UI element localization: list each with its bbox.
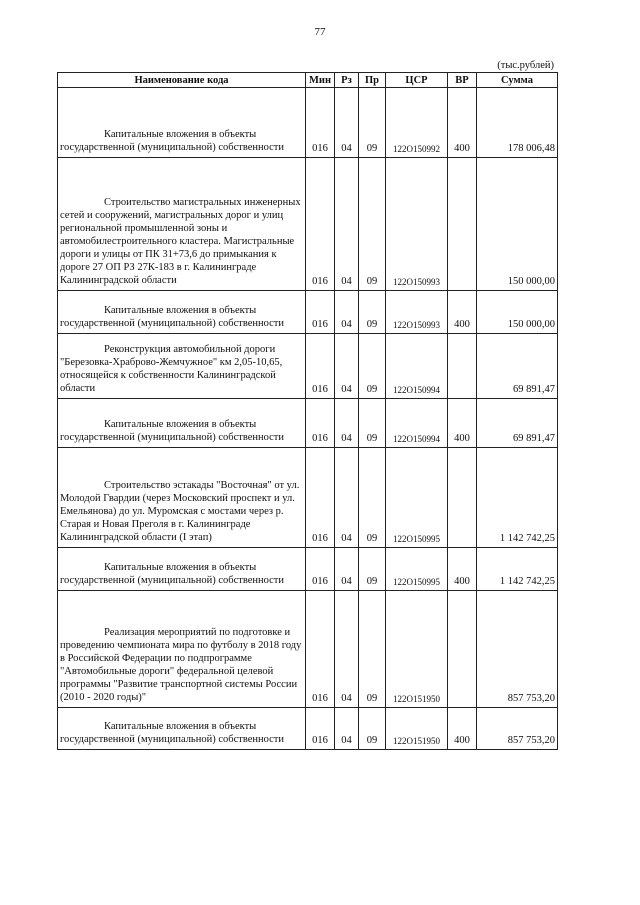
row-pr: 09 <box>359 548 386 591</box>
row-name: Капитальные вложения в объекты государственной (муниципальной) собственности <box>58 291 306 334</box>
row-csr: 122O150993 <box>386 158 448 291</box>
header-name: Наименование кода <box>58 73 306 88</box>
row-rz: 04 <box>335 88 359 158</box>
table-row <box>58 448 558 548</box>
row-name: Капитальные вложения в объекты государственной (муниципальной) собственности <box>58 708 306 750</box>
row-name: Капитальные вложения в объекты государственной (муниципальной) собственности <box>58 399 306 448</box>
row-csr: 122O150994 <box>386 334 448 399</box>
row-name: Строительство магистральных инженерных сетей и сооружений, магистральных дорог и улиц региональной промышленной зоны и автомобилестроительного кластера. Магистральные дороги и улицы от ПК 31+73,6 до примыкания к дороге 27 ОП РЗ 27К-183 в г. Калининграде Калининградской области <box>58 158 306 291</box>
row-sum: 69 891,47 <box>477 334 558 399</box>
table-row <box>58 591 558 708</box>
row-sum: 150 000,00 <box>477 158 558 291</box>
header-min: Мин <box>306 73 335 88</box>
row-name: Реконструкция автомобильной дороги "Березовка-Храброво-Жемчужное" км 2,05-10,65, относящейся к собственности Калининградской области <box>58 334 306 399</box>
row-rz: 04 <box>335 291 359 334</box>
row-rz: 04 <box>335 399 359 448</box>
row-min: 016 <box>306 591 335 708</box>
row-pr: 09 <box>359 591 386 708</box>
table-row <box>58 548 558 591</box>
row-vr <box>448 448 477 548</box>
row-pr: 09 <box>359 334 386 399</box>
row-rz: 04 <box>335 158 359 291</box>
header-pr: Пр <box>359 73 386 88</box>
row-csr: 122O151950 <box>386 708 448 750</box>
row-min: 016 <box>306 708 335 750</box>
units-label: (тыс.рублей) <box>497 60 554 71</box>
row-pr: 09 <box>359 291 386 334</box>
page-number: 77 <box>314 26 326 38</box>
row-vr: 400 <box>448 548 477 591</box>
row-name: Капитальные вложения в объекты государственной (муниципальной) собственности <box>58 548 306 591</box>
row-min: 016 <box>306 548 335 591</box>
header-vr: ВР <box>448 73 477 88</box>
row-csr: 122O150992 <box>386 88 448 158</box>
table-header-row <box>58 73 558 88</box>
row-min: 016 <box>306 158 335 291</box>
row-pr: 09 <box>359 399 386 448</box>
row-pr: 09 <box>359 158 386 291</box>
row-csr: 122O150995 <box>386 448 448 548</box>
row-csr: 122O151950 <box>386 591 448 708</box>
row-name: Реализация мероприятий по подготовке и проведению чемпионата мира по футболу в 2018 году в Российской Федерации по подпрограмме "Автомобильные дороги" федеральной целевой программы "Развитие транспортной системы России (2010 - 2020 годы)" <box>58 591 306 708</box>
row-sum: 1 142 742,25 <box>477 548 558 591</box>
row-rz: 04 <box>335 334 359 399</box>
header-rz: Рз <box>335 73 359 88</box>
row-sum: 150 000,00 <box>477 291 558 334</box>
row-min: 016 <box>306 448 335 548</box>
row-pr: 09 <box>359 708 386 750</box>
row-vr: 400 <box>448 291 477 334</box>
row-pr: 09 <box>359 88 386 158</box>
row-csr: 122O150994 <box>386 399 448 448</box>
row-min: 016 <box>306 88 335 158</box>
row-vr: 400 <box>448 708 477 750</box>
row-rz: 04 <box>335 448 359 548</box>
header-sum: Сумма <box>477 73 558 88</box>
row-rz: 04 <box>335 591 359 708</box>
row-vr: 400 <box>448 399 477 448</box>
row-min: 016 <box>306 399 335 448</box>
row-sum: 69 891,47 <box>477 399 558 448</box>
row-sum: 857 753,20 <box>477 708 558 750</box>
row-rz: 04 <box>335 548 359 591</box>
table-row <box>58 88 558 158</box>
row-name: Капитальные вложения в объекты государственной (муниципальной) собственности <box>58 88 306 158</box>
row-pr: 09 <box>359 448 386 548</box>
row-vr: 400 <box>448 88 477 158</box>
table-row <box>58 399 558 448</box>
table-row <box>58 291 558 334</box>
row-vr <box>448 591 477 708</box>
row-rz: 04 <box>335 708 359 750</box>
row-min: 016 <box>306 334 335 399</box>
row-sum: 178 006,48 <box>477 88 558 158</box>
row-sum: 1 142 742,25 <box>477 448 558 548</box>
budget-table <box>57 72 558 750</box>
table-row <box>58 158 558 291</box>
row-vr <box>448 334 477 399</box>
table-row <box>58 708 558 750</box>
row-vr <box>448 158 477 291</box>
header-csr: ЦСР <box>386 73 448 88</box>
row-min: 016 <box>306 291 335 334</box>
table-row <box>58 334 558 399</box>
row-name: Строительство эстакады "Восточная" от ул. Молодой Гвардии (через Московский проспект и ул. Емельянова) до ул. Муромская с мостами через р. Старая и Новая Преголя в г. Калининграде Калининградской области (I этап) <box>58 448 306 548</box>
row-sum: 857 753,20 <box>477 591 558 708</box>
row-csr: 122O150993 <box>386 291 448 334</box>
row-csr: 122O150995 <box>386 548 448 591</box>
